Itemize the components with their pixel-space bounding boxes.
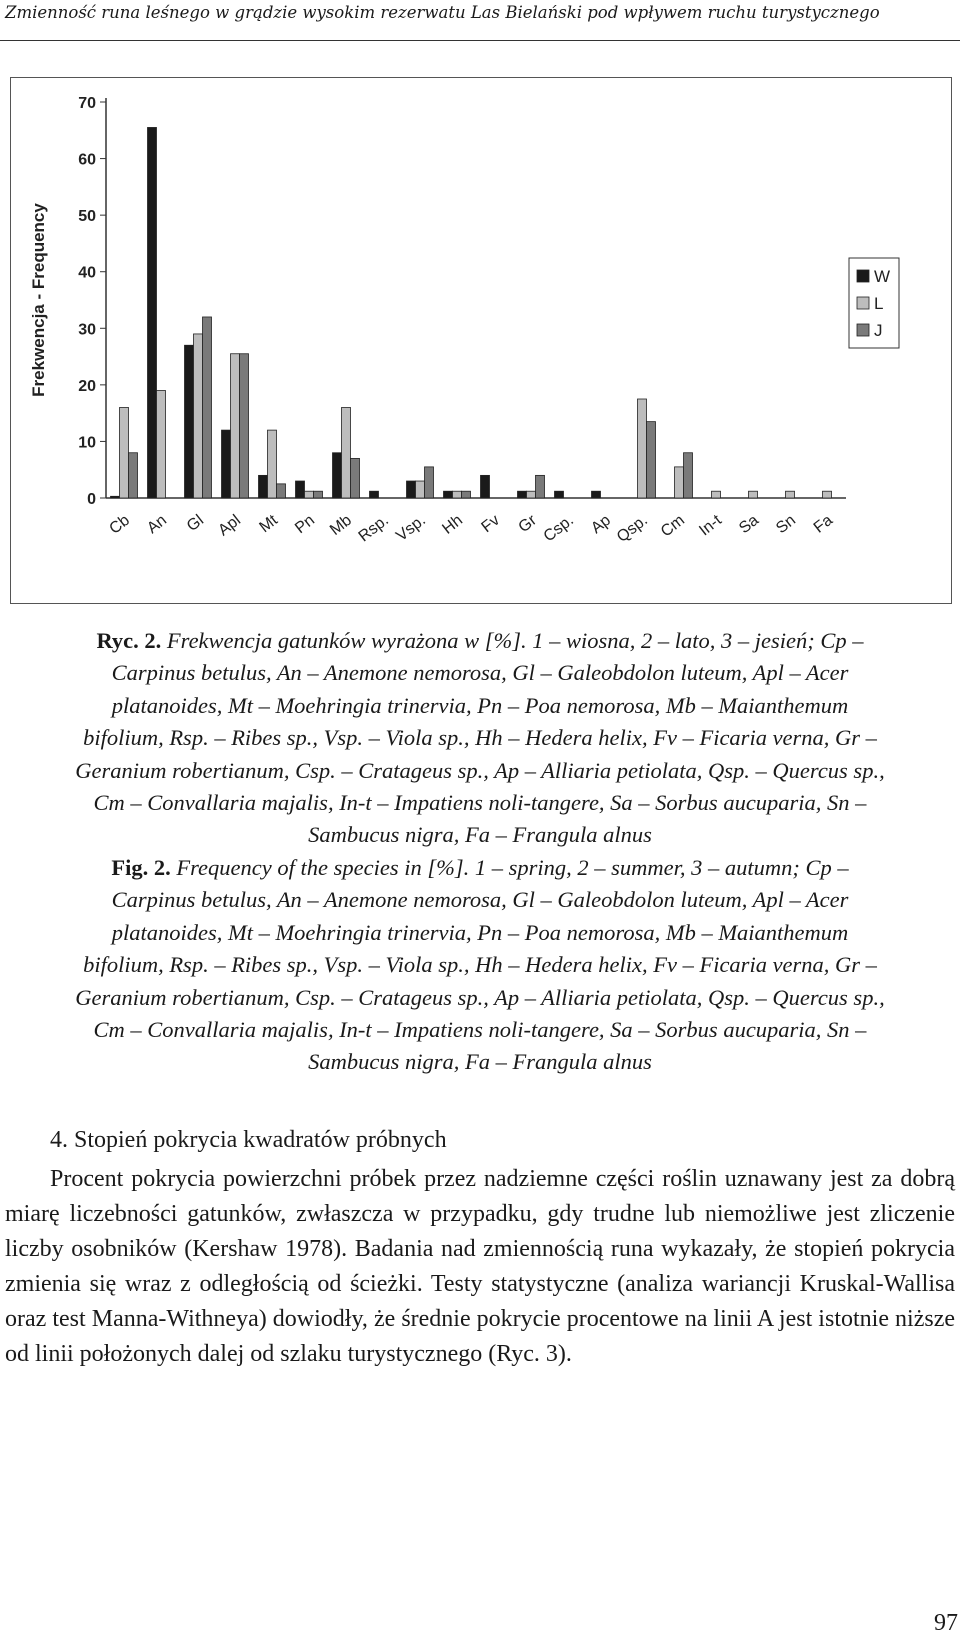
- bar-W-Cb: [111, 496, 120, 498]
- bar-J-Gr: [536, 475, 545, 498]
- bar-W-Vsp.: [407, 481, 416, 498]
- bar-L-Sn: [786, 491, 795, 498]
- bar-W-Mt: [259, 475, 268, 498]
- legend-label: J: [874, 321, 883, 340]
- bar-W-Rsp.: [370, 491, 379, 498]
- x-tick-label: Hh: [439, 511, 466, 538]
- bar-W-Csp.: [555, 491, 564, 498]
- y-tick-label: 70: [78, 95, 96, 112]
- y-tick-label: 10: [78, 434, 96, 452]
- bar-J-Hh: [462, 491, 471, 498]
- caption-english-line-3: platanoides, Mt – Moehringia trinervia, Pn – Poa nemorosa, Mb – Maianthemum: [111, 919, 849, 945]
- legend-label: W: [874, 267, 891, 286]
- caption-polish-label: Ryc. 2.: [96, 628, 162, 653]
- bar-J-Mt: [277, 484, 286, 498]
- x-tick-label: Mt: [256, 511, 281, 537]
- bar-W-An: [148, 127, 157, 498]
- caption-polish-line-4: bifolium, Rsp. – Ribes sp., Vsp. – Viola sp., Hh – Hedera helix, Fv – Ficaria verna, Gr –: [83, 725, 877, 751]
- x-tick-label: Sa: [736, 511, 762, 538]
- x-tick-label: Mb: [326, 511, 355, 539]
- y-axis-label: Frekwencja - Frequency: [29, 203, 48, 397]
- bar-J-Vsp.: [425, 467, 434, 498]
- caption-polish-line-5: Geranium robertianum, Csp. – Cratageus sp., Ap – Alliaria petiolata, Qsp. – Quercus sp.,: [75, 757, 885, 783]
- bar-L-Mt: [268, 430, 277, 498]
- figure-frame: [10, 77, 952, 604]
- x-tick-label: Vsp.: [393, 511, 429, 545]
- bar-W-Mb: [333, 453, 342, 498]
- bar-L-Qsp.: [638, 399, 647, 498]
- page-number: 97: [934, 1610, 958, 1636]
- y-tick-label: 60: [78, 151, 96, 169]
- legend-swatch: [857, 270, 869, 282]
- x-tick-label: Gl: [183, 511, 207, 536]
- y-tick-label: 0: [87, 491, 96, 508]
- x-tick-label: Fv: [478, 511, 503, 537]
- y-tick-label: 40: [78, 264, 96, 282]
- caption-english-line-7: Sambucus nigra, Fa – Frangula alnus: [308, 1049, 652, 1075]
- bar-L-Cm: [675, 467, 684, 498]
- bar-J-Apl: [240, 354, 249, 498]
- x-tick-label: Rsp.: [355, 511, 392, 546]
- caption-polish-text: Frekwencja gatunków wyrażona w [%]. 1 – wiosna, 2 – lato, 3 – jesień; Cp –: [161, 628, 864, 653]
- caption-english-label: Fig. 2.: [111, 855, 171, 880]
- bar-L-Gl: [194, 334, 203, 498]
- caption-english-line-6: Cm – Convallaria majalis, In-t – Impatiens noli-tangere, Sa – Sorbus aucuparia, Sn –: [93, 1017, 867, 1043]
- caption-polish-line-6: Cm – Convallaria majalis, In-t – Impatiens noli-tangere, Sa – Sorbus aucuparia, Sn –: [93, 790, 867, 816]
- bar-W-Gl: [185, 345, 194, 498]
- bar-L-Apl: [231, 354, 240, 498]
- caption-polish-line-2: Carpinus betulus, An – Anemone nemorosa, Gl – Galeobdolon luteum, Apl – Acer: [111, 660, 849, 686]
- caption-english-line-2: Carpinus betulus, An – Anemone nemorosa, Gl – Galeobdolon luteum, Apl – Acer: [111, 887, 849, 913]
- bar-W-Hh: [444, 491, 453, 498]
- caption-english-line-5: Geranium robertianum, Csp. – Cratageus sp., Ap – Alliaria petiolata, Qsp. – Quercus sp.,: [75, 984, 885, 1010]
- x-tick-label: Fa: [810, 511, 836, 537]
- x-tick-label: Csp.: [540, 511, 577, 546]
- x-tick-label: Pn: [292, 511, 318, 538]
- bar-J-Qsp.: [647, 422, 656, 498]
- legend-label: L: [874, 294, 884, 313]
- bar-J-Pn: [314, 491, 323, 498]
- x-tick-label: Ap: [588, 511, 614, 538]
- caption-english-text: Frequency of the species in [%]. 1 – spring, 2 – summer, 3 – autumn; Cp –: [170, 855, 849, 880]
- bar-W-Fv: [481, 475, 490, 498]
- section-heading: 4. Stopień pokrycia kwadratów próbnych: [50, 1127, 447, 1153]
- x-tick-label: Apl: [215, 511, 244, 540]
- bar-L-In-t: [712, 491, 721, 498]
- bar-L-An: [157, 391, 166, 498]
- bar-chart: [11, 78, 951, 603]
- running-title: Zmienność runa leśnego w grądzie wysokim rezerwatu Las Bielański pod wpływem ruchu turystycznego: [5, 3, 880, 22]
- bar-J-Cm: [684, 453, 693, 498]
- caption-polish: [0, 625, 960, 852]
- y-tick-label: 50: [78, 208, 96, 226]
- bar-L-Pn: [305, 491, 314, 498]
- caption-polish-line-7: Sambucus nigra, Fa – Frangula alnus: [308, 822, 652, 848]
- caption-polish-line-3: platanoides, Mt – Moehringia trinervia, Pn – Poa nemorosa, Mb – Maianthemum: [111, 692, 849, 718]
- y-tick-label: 30: [78, 321, 96, 339]
- running-header: [0, 0, 960, 41]
- caption-english-line-4: bifolium, Rsp. – Ribes sp., Vsp. – Viola sp., Hh – Hedera helix, Fv – Ficaria verna, Gr –: [83, 952, 877, 978]
- bar-L-Mb: [342, 407, 351, 498]
- bar-J-Gl: [203, 317, 212, 498]
- x-tick-label: Qsp.: [613, 511, 651, 546]
- body-paragraph: Procent pokrycia powierzchni próbek przez nadziemne części roślin uznawany jest za dobrą miarę liczebności gatunków, zwłaszcza w przypadku, gdy trudne lub niemożliwe jest zliczenie liczby osobników (Kershaw 1978). Badania nad zmiennością runa wykazały, że stopień pokrycia zmienia się wraz z odległością od ścieżki. Testy statystyczne (analiza wariancji Kruskal-Wallisa oraz test Manna-Withneya) dowiodły, że średnie pokrycie procentowe na linii A jest istotnie niższe od linii położonych dalej od szlaku turystycznego (Ryc. 3).: [5, 1166, 955, 1367]
- bar-W-Pn: [296, 481, 305, 498]
- legend-swatch: [857, 297, 869, 309]
- bar-W-Apl: [222, 430, 231, 498]
- x-tick-label: Sn: [773, 511, 799, 538]
- x-tick-label: An: [144, 511, 170, 538]
- x-tick-label: Gr: [515, 511, 540, 537]
- caption-polish-line-1: [0, 625, 960, 657]
- bar-L-Fa: [823, 491, 832, 498]
- legend-swatch: [857, 324, 869, 336]
- bar-J-Mb: [351, 458, 360, 498]
- caption-english-line-1: [0, 852, 960, 884]
- bar-W-Gr: [518, 491, 527, 498]
- y-tick-label: 20: [78, 377, 96, 395]
- bar-L-Cb: [120, 407, 129, 498]
- x-tick-label: Cm: [657, 511, 688, 541]
- bar-L-Hh: [453, 491, 462, 498]
- x-tick-label: In-t: [696, 511, 725, 540]
- bar-L-Sa: [749, 491, 758, 498]
- bar-J-Cb: [129, 453, 138, 498]
- caption-english: [0, 852, 960, 1079]
- x-tick-label: Cb: [106, 511, 133, 538]
- bar-W-Ap: [592, 491, 601, 498]
- bar-L-Vsp.: [416, 481, 425, 498]
- bar-L-Gr: [527, 491, 536, 498]
